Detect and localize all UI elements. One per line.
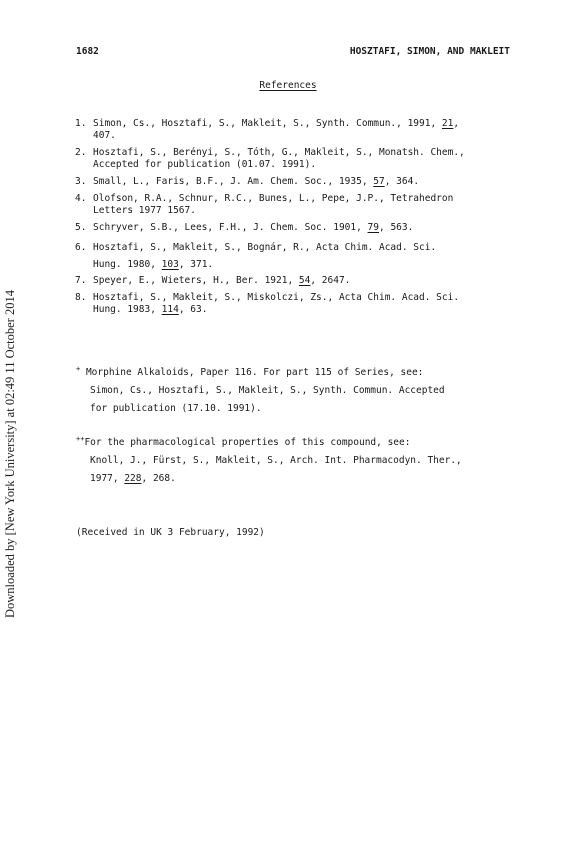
citation-text: Letters 1977 1567. xyxy=(93,205,196,216)
reference-number: 4. xyxy=(75,193,87,204)
citation-text: Small, L., Faris, B.F., J. Am. Chem. Soc., 1935, xyxy=(93,176,374,187)
reference-number: 7. xyxy=(75,275,87,286)
footnote-mark: ++ xyxy=(76,434,85,443)
citation-line xyxy=(93,275,515,287)
citation-text: Schryver, S.B., Lees, F.H., J. Chem. Soc. 1901, xyxy=(93,222,368,233)
volume-number: 54 xyxy=(298,275,311,286)
citation-line xyxy=(93,222,515,234)
citation-pages: , 268. xyxy=(141,473,176,484)
citation-pages: , 2647. xyxy=(310,275,351,286)
footnote-morphine-alkaloids xyxy=(76,364,516,418)
citation-text: Simon, Cs., Hosztafi, S., Makleit, S., Synth. Commun. Accepted xyxy=(90,385,445,396)
citation-text: Morphine Alkaloids, Paper 116. For part 115 of Series, see: xyxy=(85,367,424,378)
reference-citation xyxy=(93,176,515,188)
reference-citation xyxy=(93,118,515,142)
reference-item xyxy=(75,239,515,273)
footnote-line xyxy=(76,400,516,418)
references-heading-wrapper xyxy=(0,80,576,91)
citation-pages: , xyxy=(453,118,460,129)
citation-pages: , 563. xyxy=(379,222,414,233)
download-watermark: Downloaded by [New York University] at 02:49 11 October 2014 xyxy=(3,290,17,618)
citation-text: Olofson, R.A., Schnur, R.C., Bunes, L., Pepe, J.P., Tetrahedron xyxy=(93,193,454,204)
reference-citation xyxy=(93,275,515,287)
citation-line xyxy=(93,118,515,130)
citation-line xyxy=(93,256,515,273)
reference-item xyxy=(75,118,515,142)
reference-citation xyxy=(93,193,515,217)
reference-number: 3. xyxy=(75,176,87,187)
reference-number: 5. xyxy=(75,222,87,233)
citation-line xyxy=(93,292,515,304)
volume-number: 228 xyxy=(124,473,142,484)
reference-number: 6. xyxy=(75,242,87,253)
citation-text: 1977, xyxy=(90,473,125,484)
reference-item xyxy=(75,176,515,188)
volume-number: 21 xyxy=(441,118,454,129)
citation-text: Hosztafi, S., Berényi, S., Tóth, G., Makleit, S., Monatsh. Chem., xyxy=(93,147,465,158)
footnote-line xyxy=(76,452,516,470)
citation-text: Speyer, E., Wieters, H., Ber. 1921, xyxy=(93,275,299,286)
reference-number: 2. xyxy=(75,147,87,158)
citation-text: 407. xyxy=(93,130,116,141)
citation-text: Simon, Cs., Hosztafi, S., Makleit, S., Synth. Commun., 1991, xyxy=(93,118,442,129)
reference-citation xyxy=(93,292,515,316)
footnote-mark: + xyxy=(76,364,81,373)
citation-text: for publication (17.10. 1991). xyxy=(90,403,262,414)
volume-number: 57 xyxy=(373,176,385,187)
reference-citation xyxy=(93,222,515,234)
citation-line xyxy=(93,147,515,159)
citation-line xyxy=(93,159,515,171)
received-date: (Received in UK 3 February, 1992) xyxy=(76,527,265,538)
citation-line xyxy=(93,239,515,256)
reference-citation xyxy=(93,239,515,273)
footnote-pharmacology xyxy=(76,434,516,488)
citation-pages: , 364. xyxy=(384,176,420,187)
citation-text: Hosztafi, S., Makleit, S., Bognár, R., Acta Chim. Acad. Sci. xyxy=(93,242,437,253)
reference-number: 1. xyxy=(75,118,87,129)
reference-item xyxy=(75,222,515,234)
volume-number: 114 xyxy=(161,304,179,315)
citation-line xyxy=(93,304,515,316)
citation-text: Hung. 1983, xyxy=(93,304,162,315)
footnote-line xyxy=(76,364,516,382)
reference-citation xyxy=(93,147,515,171)
citation-line xyxy=(93,176,515,188)
reference-item xyxy=(75,292,515,316)
footnote-line xyxy=(76,470,516,488)
citation-pages: , 63. xyxy=(178,304,208,315)
footnote-line xyxy=(76,434,516,452)
citation-line xyxy=(93,205,515,217)
reference-item xyxy=(75,147,515,171)
reference-item xyxy=(75,275,515,287)
footnote-line xyxy=(76,382,516,400)
running-head: HOSZTAFI, SIMON, AND MAKLEIT xyxy=(349,46,510,57)
citation-text: Hosztafi, S., Makleit, S., Miskolczi, Zs., Acta Chim. Acad. Sci. xyxy=(93,292,460,303)
references-heading: References xyxy=(259,80,317,91)
volume-number: 79 xyxy=(367,222,379,233)
citation-line xyxy=(93,193,515,205)
reference-list xyxy=(75,118,515,321)
citation-pages: , 371. xyxy=(178,259,214,270)
citation-text: For the pharmacological properties of this compound, see: xyxy=(84,437,411,448)
reference-item xyxy=(75,193,515,217)
volume-number: 103 xyxy=(161,259,179,270)
citation-text: Accepted for publication (01.07. 1991). xyxy=(93,159,317,170)
citation-text: Hung. 1980, xyxy=(93,259,162,270)
citation-line xyxy=(93,130,515,142)
page-number: 1682 xyxy=(76,46,99,57)
citation-text: Knoll, J., Fürst, S., Makleit, S., Arch. Int. Pharmacodyn. Ther., xyxy=(90,455,462,466)
reference-number: 8. xyxy=(75,292,87,303)
